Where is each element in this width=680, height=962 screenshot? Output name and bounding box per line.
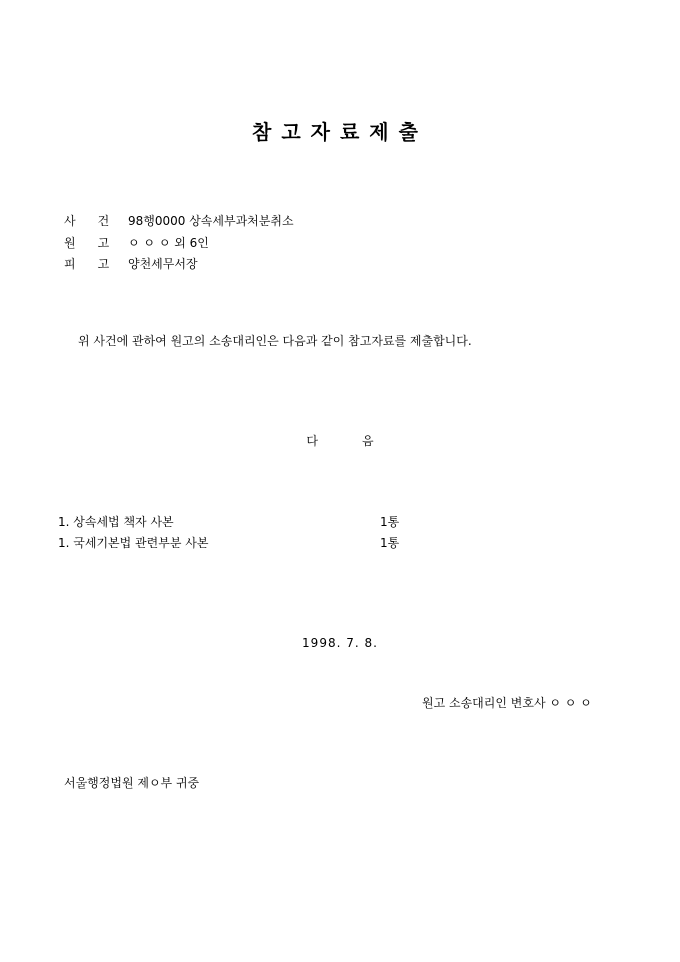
document-title: 참고자료제출	[252, 120, 428, 144]
case-label: 사건	[64, 214, 132, 228]
attachment-item-name: 1. 상속세법 책자 사본	[58, 515, 174, 529]
plaintiff-label: 원고	[64, 236, 132, 250]
body-paragraph: 위 사건에 관하여 원고의 소송대리인은 다음과 같이 참고자료를 제출합니다.	[78, 334, 472, 348]
document-date: 1998. 7. 8.	[302, 636, 378, 650]
defendant-label: 피고	[64, 257, 132, 271]
case-row-plaintiff	[64, 237, 209, 249]
section-heading: 다음	[306, 434, 418, 448]
attachment-item-count: 1통	[380, 515, 400, 529]
attachment-item-count: 1통	[380, 536, 400, 550]
case-row-defendant	[64, 258, 198, 270]
attachment-item-name: 1. 국세기본법 관련부분 사본	[58, 536, 209, 550]
defendant-value: 양천세무서장	[128, 257, 198, 271]
signer-line: 원고 소송대리인 변호사 ㅇ ㅇ ㅇ	[422, 696, 592, 710]
plaintiff-value: ㅇ ㅇ ㅇ 외 6인	[128, 236, 209, 250]
case-value: 98행0000 상속세부과처분취소	[128, 214, 294, 228]
addressee-court: 서울행정법원 제ㅇ부 귀중	[64, 776, 200, 790]
case-row-case	[64, 215, 294, 227]
